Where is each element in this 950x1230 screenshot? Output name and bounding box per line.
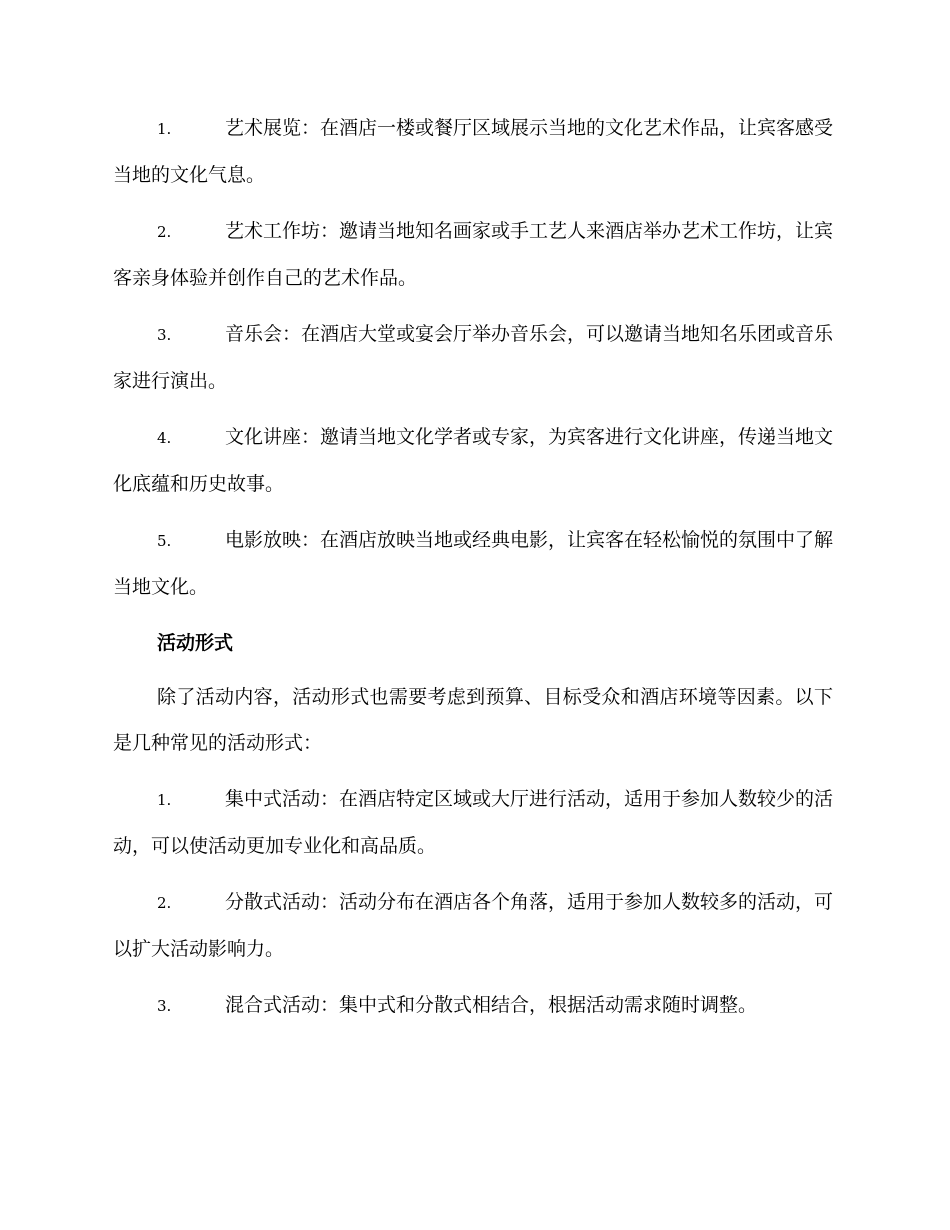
list-number: 2. (157, 223, 172, 241)
list-number: 1. (157, 791, 172, 809)
list-item (113, 982, 833, 1029)
list-number: 3. (157, 997, 172, 1015)
list-item (113, 208, 833, 301)
list-text: 集中式活动：在酒店特定区域或大厅进行活动，适用于参加人数较少的活动，可以使活动更加专业化和高品质。 (113, 788, 834, 857)
list-number: 4. (157, 429, 172, 447)
intro-paragraph: 除了活动内容，活动形式也需要考虑到预算、目标受众和酒店环境等因素。以下是几种常见的活动形式： (113, 686, 833, 754)
list-item (113, 517, 833, 610)
document-body (113, 105, 833, 1039)
section-heading: 活动形式 (157, 632, 234, 654)
list-text: 文化讲座：邀请当地文化学者或专家，为宾客进行文化讲座，传递当地文化底蕴和历史故事。 (113, 426, 834, 495)
list-text: 艺术工作坊：邀请当地知名画家或手工艺人来酒店举办艺术工作坊，让宾客亲身体验并创作自己的艺术作品。 (113, 220, 834, 289)
list-text: 分散式活动：活动分布在酒店各个角落，适用于参加人数较多的活动，可以扩大活动影响力。 (113, 891, 834, 960)
list-number: 3. (157, 326, 172, 344)
list-number: 1. (157, 120, 172, 138)
list-item (113, 414, 833, 507)
list-item (113, 105, 833, 198)
list-text: 艺术展览：在酒店一楼或餐厅区域展示当地的文化艺术作品，让宾客感受当地的文化气息。 (113, 117, 834, 186)
list-text: 电影放映：在酒店放映当地或经典电影，让宾客在轻松愉悦的氛围中了解当地文化。 (113, 529, 834, 598)
list-item (113, 879, 833, 972)
list-text: 音乐会：在酒店大堂或宴会厅举办音乐会，可以邀请当地知名乐团或音乐家进行演出。 (113, 323, 834, 392)
list-item (113, 776, 833, 869)
list-number: 2. (157, 894, 172, 912)
list-text: 混合式活动：集中式和分散式相结合，根据活动需求随时调整。 (225, 994, 758, 1016)
list-item (113, 311, 833, 404)
list-number: 5. (157, 532, 172, 550)
